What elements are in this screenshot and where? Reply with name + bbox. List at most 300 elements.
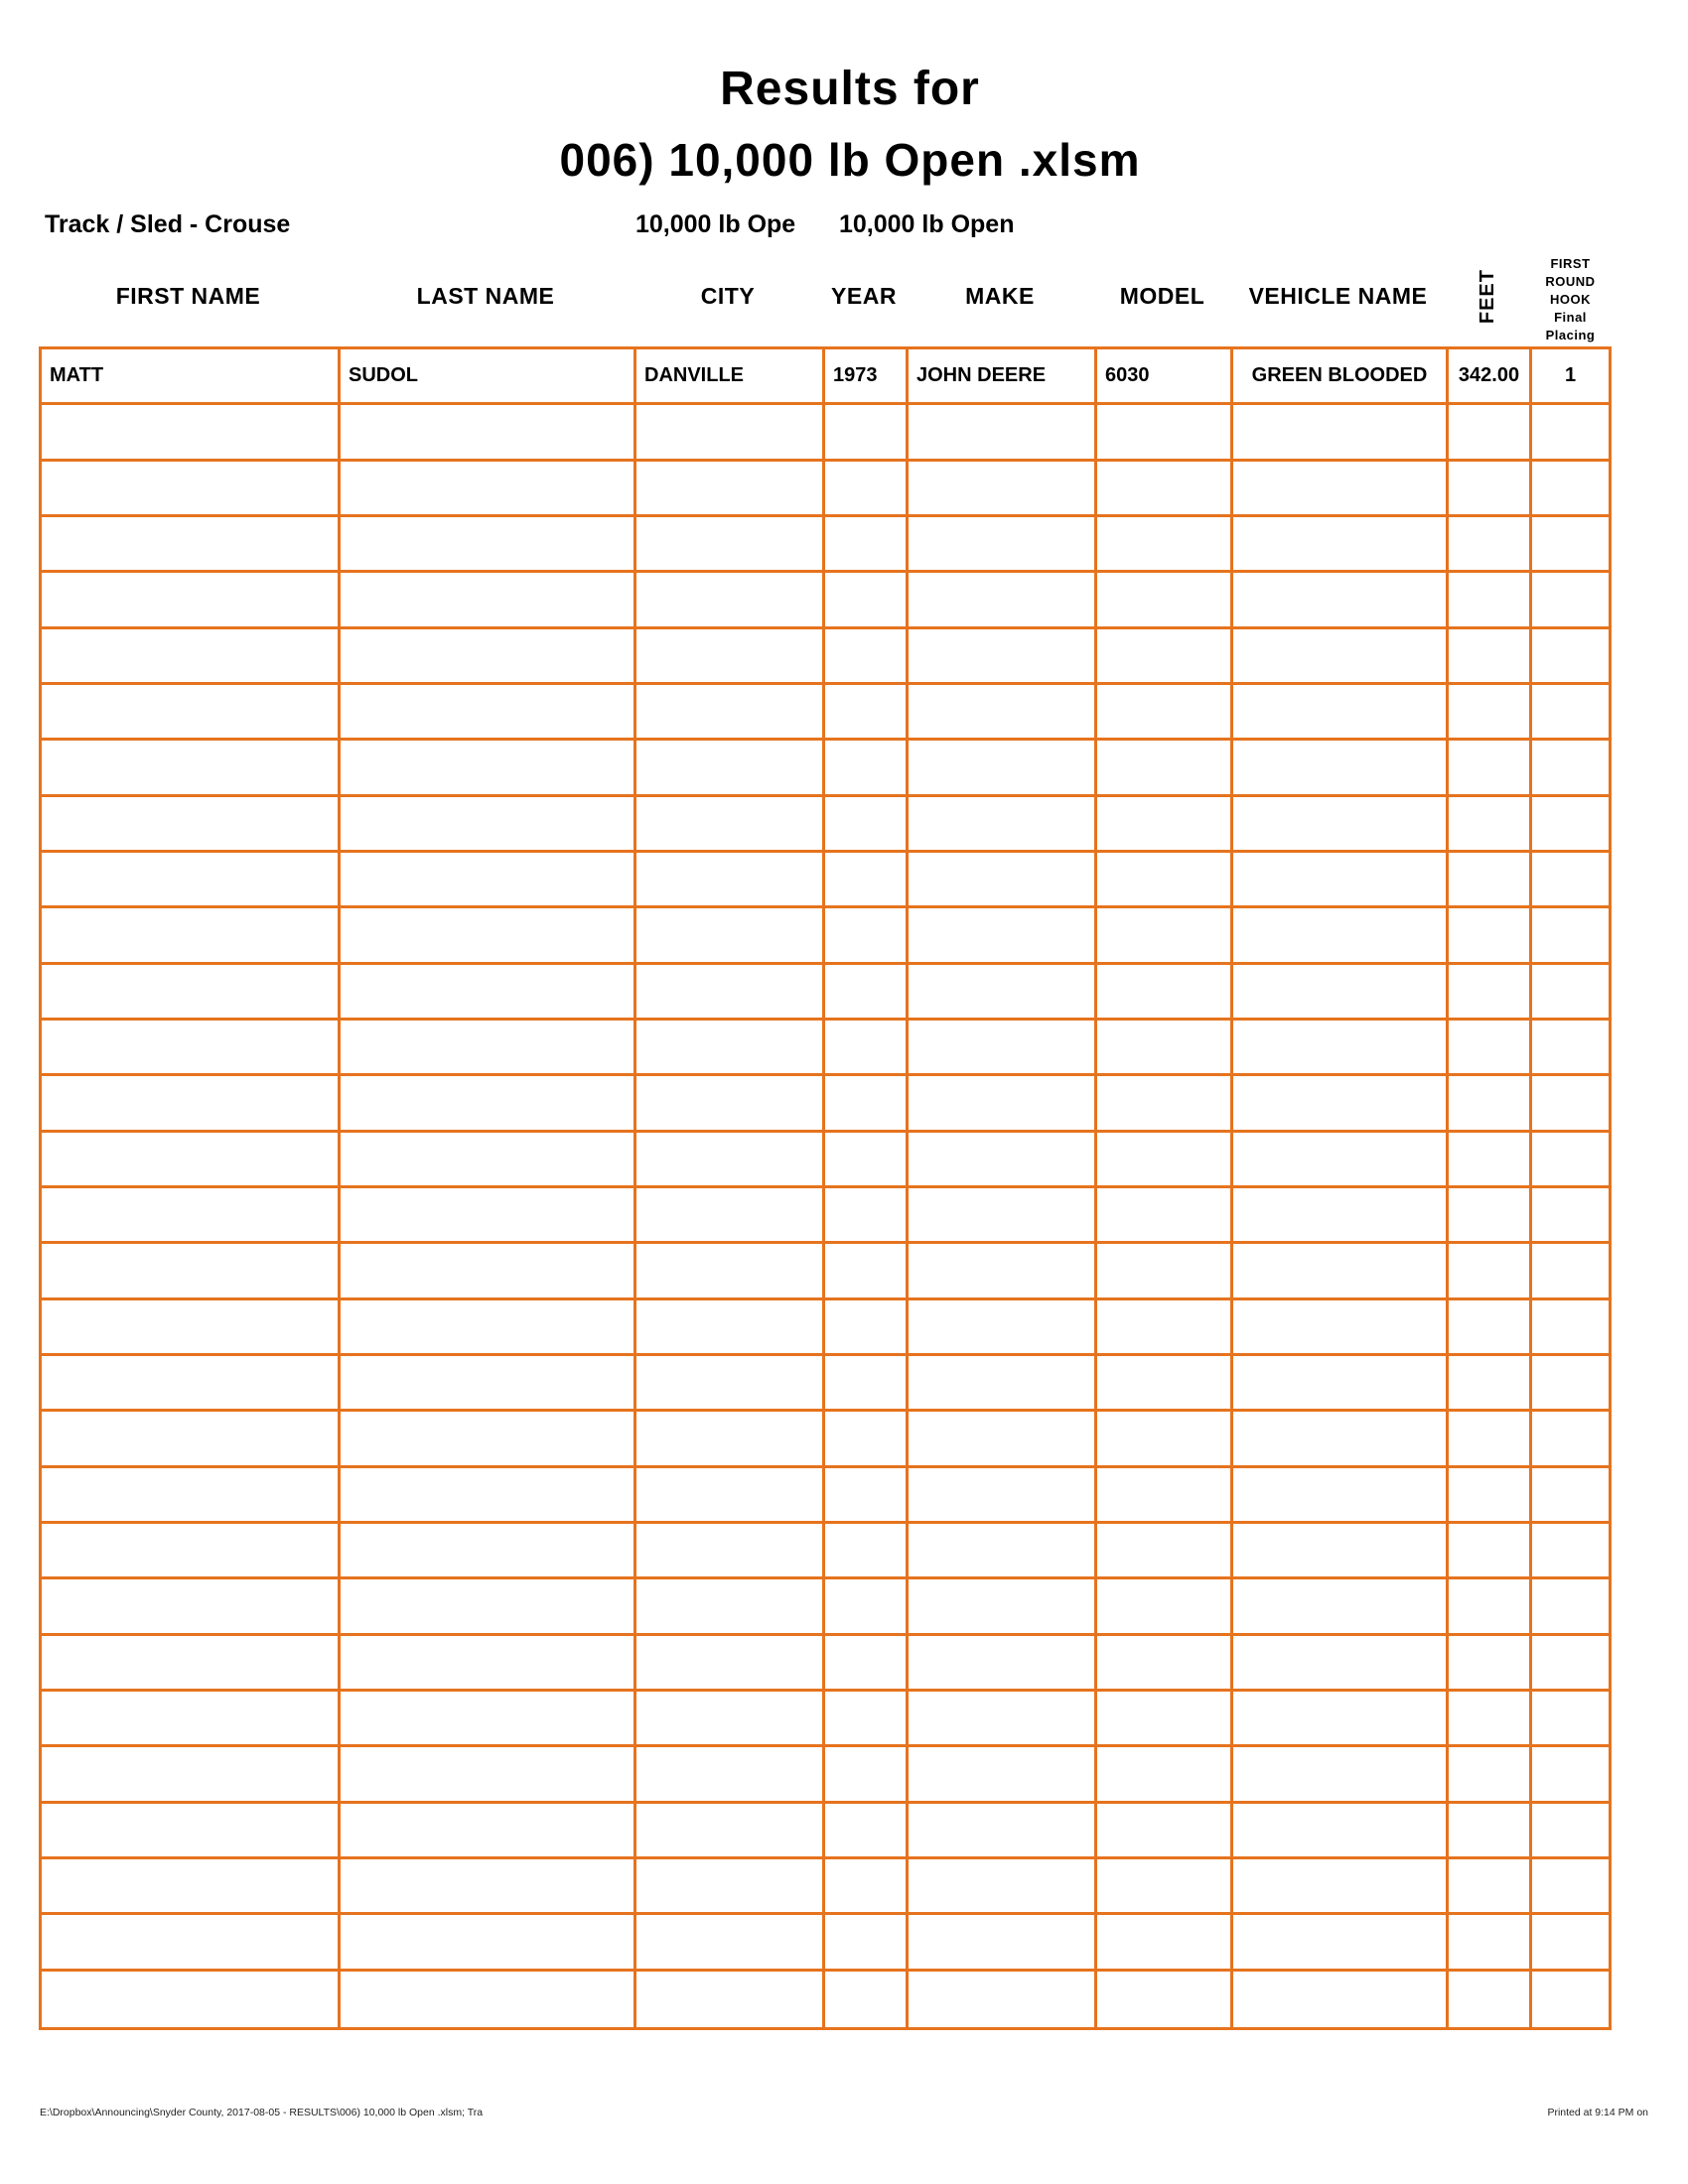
table-cell-empty (1449, 965, 1532, 1018)
table-cell-empty (825, 1412, 909, 1464)
table-cell-empty (636, 1356, 825, 1409)
table-cell-empty (636, 1188, 825, 1241)
table-cell-empty (636, 573, 825, 625)
table-cell-empty (636, 462, 825, 514)
table-cell-empty (825, 629, 909, 682)
table-row-empty (42, 1076, 1609, 1132)
table-cell-empty (1532, 1915, 1609, 1968)
table-cell-empty (1532, 1972, 1609, 2027)
track-sled-label: Track / Sled - Crouse (45, 210, 291, 238)
table-cell-empty (1097, 853, 1233, 905)
class-name: 10,000 lb Open (839, 210, 1015, 238)
table-cell-empty (909, 1300, 1097, 1353)
column-header-year: YEAR (831, 283, 897, 309)
table-cell-empty (1449, 1579, 1532, 1632)
table-row-empty (42, 1972, 1609, 2027)
table-cell-empty (1449, 1524, 1532, 1576)
table-cell-empty (909, 965, 1097, 1018)
table-cell-empty (1097, 462, 1233, 514)
column-header-city: CITY (700, 283, 756, 309)
table-cell-empty (1449, 1188, 1532, 1241)
table-cell-empty (1532, 1692, 1609, 1744)
table-cell-empty (1097, 1747, 1233, 1800)
table-cell-empty (341, 1188, 636, 1241)
table-cell-empty (1233, 1412, 1449, 1464)
table-cell-empty (42, 1524, 341, 1576)
table-cell-empty (1449, 1468, 1532, 1521)
table-cell-empty (909, 797, 1097, 850)
table-row-empty (42, 1692, 1609, 1747)
table-cell-empty (42, 1747, 341, 1800)
table-cell-empty (1233, 1021, 1449, 1073)
table-cell-empty (909, 685, 1097, 738)
table-cell-empty (909, 517, 1097, 570)
table-cell-empty (42, 1468, 341, 1521)
table-cell-empty (1449, 1636, 1532, 1689)
table-cell-empty (1532, 1579, 1609, 1632)
table-row-empty (42, 405, 1609, 461)
table-cell-empty (1233, 1579, 1449, 1632)
table-row-empty (42, 1524, 1609, 1579)
table-cell-empty (1532, 573, 1609, 625)
table-cell-empty (1233, 629, 1449, 682)
table-row-empty (42, 1579, 1609, 1635)
table-cell-empty (42, 462, 341, 514)
table-cell-empty (42, 1356, 341, 1409)
table-row-empty (42, 1468, 1609, 1524)
table-cell-empty (1233, 1524, 1449, 1576)
table-cell-empty (1097, 1300, 1233, 1353)
table-cell-empty (636, 629, 825, 682)
cell-vehicle-name: GREEN BLOODED (1233, 349, 1449, 402)
table-cell-empty (909, 1133, 1097, 1185)
table-cell-empty (825, 1133, 909, 1185)
table-cell-empty (42, 1636, 341, 1689)
table-cell-empty (1449, 462, 1532, 514)
table-cell-empty (636, 1915, 825, 1968)
results-table (39, 346, 1612, 2030)
table-cell-empty (909, 853, 1097, 905)
table-cell-empty (1449, 405, 1532, 458)
table-cell-empty (1233, 965, 1449, 1018)
table-cell-empty (1233, 853, 1449, 905)
table-cell-empty (42, 908, 341, 961)
table-cell-empty (1449, 1244, 1532, 1297)
table-cell-empty (1233, 908, 1449, 961)
table-cell-empty (42, 517, 341, 570)
table-cell-empty (1532, 1747, 1609, 1800)
table-cell-empty (42, 965, 341, 1018)
table-cell-empty (1532, 517, 1609, 570)
table-cell-empty (1097, 908, 1233, 961)
table-cell-empty (636, 1468, 825, 1521)
table-cell-empty (341, 1972, 636, 2027)
table-cell-empty (636, 908, 825, 961)
table-cell-empty (341, 1244, 636, 1297)
table-cell-empty (1449, 1972, 1532, 2027)
table-cell-empty (825, 1579, 909, 1632)
table-cell-empty (1233, 1300, 1449, 1353)
table-cell-empty (1449, 797, 1532, 850)
table-row-empty (42, 1412, 1609, 1467)
table-cell-empty (42, 1915, 341, 1968)
table-cell-empty (1097, 1188, 1233, 1241)
table-cell-empty (1097, 797, 1233, 850)
table-cell-empty (909, 1692, 1097, 1744)
table-cell-empty (42, 797, 341, 850)
table-cell-empty (42, 1412, 341, 1464)
table-cell-empty (42, 1579, 341, 1632)
table-cell-empty (909, 1412, 1097, 1464)
table-cell-empty (1233, 741, 1449, 793)
table-cell-empty (1097, 1076, 1233, 1129)
table-cell-empty (825, 1915, 909, 1968)
table-cell-empty (1233, 517, 1449, 570)
table-cell-empty (636, 1636, 825, 1689)
table-cell-empty (825, 685, 909, 738)
column-header-model: MODEL (1119, 283, 1205, 309)
table-cell-empty (1233, 1915, 1449, 1968)
class-name-truncated: 10,000 lb Ope (635, 210, 796, 238)
table-cell-empty (1449, 741, 1532, 793)
table-cell-empty (636, 1076, 825, 1129)
table-cell-empty (42, 1804, 341, 1856)
table-cell-empty (1449, 853, 1532, 905)
table-cell-empty (341, 1300, 636, 1353)
table-cell-empty (42, 1021, 341, 1073)
table-cell-empty (1233, 405, 1449, 458)
table-cell-empty (1097, 1972, 1233, 2027)
table-cell-empty (341, 1804, 636, 1856)
table-cell-empty (42, 853, 341, 905)
table-cell-empty (1532, 1244, 1609, 1297)
table-cell-empty (636, 1133, 825, 1185)
table-cell-empty (1233, 1244, 1449, 1297)
table-cell-empty (909, 1972, 1097, 2027)
table-cell-empty (636, 1579, 825, 1632)
table-cell-empty (825, 741, 909, 793)
table-cell-empty (909, 1076, 1097, 1129)
column-header-make: MAKE (965, 283, 1035, 309)
table-cell-empty (1532, 462, 1609, 514)
table-cell-empty (1233, 1972, 1449, 2027)
table-cell-empty (1097, 965, 1233, 1018)
table-cell-empty (341, 1915, 636, 1968)
table-cell-empty (1532, 1300, 1609, 1353)
cell-city: DANVILLE (636, 349, 825, 402)
table-cell-empty (909, 573, 1097, 625)
table-cell-empty (1097, 685, 1233, 738)
table-cell-empty (1532, 908, 1609, 961)
table-cell-empty (909, 1859, 1097, 1912)
table-row-empty (42, 1188, 1609, 1244)
table-cell-empty (1532, 1356, 1609, 1409)
table-cell-empty (1449, 629, 1532, 682)
table-cell-empty (1532, 1076, 1609, 1129)
table-cell-empty (341, 1133, 636, 1185)
table-row-empty (42, 1133, 1609, 1188)
table-row-empty (42, 1859, 1609, 1915)
table-cell-empty (825, 965, 909, 1018)
table-cell-empty (341, 797, 636, 850)
page-title: Results for (720, 63, 980, 115)
table-row-empty (42, 573, 1609, 628)
table-cell-empty (636, 741, 825, 793)
table-cell-empty (341, 629, 636, 682)
class-name-cells (635, 210, 1014, 239)
table-cell-empty (636, 1021, 825, 1073)
table-cell-empty (42, 1859, 341, 1912)
table-cell-empty (825, 1468, 909, 1521)
table-cell-empty (909, 1747, 1097, 1800)
table-cell-empty (42, 573, 341, 625)
table-cell-empty (42, 1133, 341, 1185)
table-cell-empty (909, 741, 1097, 793)
table-cell-empty (825, 1636, 909, 1689)
table-cell-empty (1097, 1412, 1233, 1464)
table-cell-empty (1532, 1468, 1609, 1521)
table-cell-empty (825, 517, 909, 570)
table-cell-empty (825, 853, 909, 905)
table-cell-empty (1532, 1133, 1609, 1185)
table-row-empty (42, 1021, 1609, 1076)
table-cell-empty (1097, 741, 1233, 793)
table-cell-empty (341, 1076, 636, 1129)
table-cell-empty (1233, 1804, 1449, 1856)
table-cell-empty (1097, 1692, 1233, 1744)
table-cell-empty (1532, 629, 1609, 682)
table-cell-empty (1532, 1636, 1609, 1689)
column-header-last-name: LAST NAME (416, 283, 555, 309)
table-cell-empty (909, 1579, 1097, 1632)
table-row-empty (42, 517, 1609, 573)
table-cell-empty (1233, 1747, 1449, 1800)
cell-last-name: SUDOL (341, 349, 636, 402)
table-cell-empty (825, 1524, 909, 1576)
table-cell-empty (825, 1972, 909, 2027)
table-cell-empty (1233, 1468, 1449, 1521)
table-cell-empty (1532, 797, 1609, 850)
table-cell-empty (1097, 1804, 1233, 1856)
table-cell-empty (909, 629, 1097, 682)
table-cell-empty (636, 1300, 825, 1353)
table-cell-empty (341, 1747, 636, 1800)
table-cell-empty (1449, 573, 1532, 625)
table-cell-empty (825, 573, 909, 625)
table-cell-empty (1532, 1412, 1609, 1464)
table-row-empty (42, 462, 1609, 517)
table-cell-empty (42, 1076, 341, 1129)
table-cell-empty (1097, 1468, 1233, 1521)
table-cell-empty (341, 1412, 636, 1464)
table-cell-empty (341, 517, 636, 570)
table-cell-empty (1449, 1356, 1532, 1409)
table-cell-empty (1532, 1804, 1609, 1856)
table-cell-empty (636, 517, 825, 570)
table-row-empty (42, 1636, 1609, 1692)
column-header-first-round-hook (1529, 246, 1612, 346)
table-cell-empty (636, 1412, 825, 1464)
table-cell-empty (1449, 1692, 1532, 1744)
table-cell-empty (636, 1972, 825, 2027)
table-cell-empty (825, 1188, 909, 1241)
table-cell-empty (909, 1524, 1097, 1576)
table-cell-empty (825, 1076, 909, 1129)
table-cell-empty (825, 908, 909, 961)
column-header-vehicle-name: VEHICLE NAME (1248, 283, 1428, 309)
table-cell-empty (341, 405, 636, 458)
table-cell-empty (909, 1636, 1097, 1689)
table-cell-empty (825, 405, 909, 458)
table-cell-empty (1233, 573, 1449, 625)
table-cell-empty (825, 1244, 909, 1297)
table-row-empty (42, 1244, 1609, 1299)
table-cell-empty (825, 1356, 909, 1409)
table-cell-empty (341, 1468, 636, 1521)
table-cell-empty (909, 908, 1097, 961)
table-cell-empty (1097, 1021, 1233, 1073)
stack-line-first: FIRST (1550, 256, 1591, 271)
table-cell-empty (1449, 908, 1532, 961)
table-row-empty (42, 1356, 1609, 1412)
table-row-empty (42, 1804, 1609, 1859)
table-cell-empty (636, 797, 825, 850)
cell-year: 1973 (825, 349, 909, 402)
table-cell-empty (1532, 1188, 1609, 1241)
stack-line-round: ROUND (1545, 274, 1596, 289)
cell-model: 6030 (1097, 349, 1233, 402)
table-cell-empty (909, 1804, 1097, 1856)
table-cell-empty (1532, 1021, 1609, 1073)
table-cell-empty (1097, 1636, 1233, 1689)
table-cell-empty (636, 965, 825, 1018)
table-cell-empty (825, 1859, 909, 1912)
table-cell-empty (636, 1692, 825, 1744)
table-cell-empty (1449, 1133, 1532, 1185)
table-cell-empty (825, 1804, 909, 1856)
table-cell-empty (636, 1747, 825, 1800)
stack-line-placing: Placing (1545, 328, 1596, 342)
table-cell-empty (909, 1356, 1097, 1409)
table-cell-empty (1532, 1524, 1609, 1576)
table-cell-empty (1233, 1859, 1449, 1912)
table-cell-empty (909, 462, 1097, 514)
table-cell-empty (1097, 573, 1233, 625)
table-cell-empty (1449, 1412, 1532, 1464)
table-cell-empty (909, 1188, 1097, 1241)
table-cell-empty (1097, 1859, 1233, 1912)
table-cell-empty (636, 405, 825, 458)
page-subtitle: 006) 10,000 lb Open .xlsm (559, 134, 1141, 186)
table-row-empty (42, 853, 1609, 908)
table-cell-empty (909, 405, 1097, 458)
table-cell-empty (42, 1972, 341, 2027)
table-cell-empty (825, 462, 909, 514)
table-cell-empty (42, 1300, 341, 1353)
stack-line-hook: HOOK (1550, 292, 1591, 307)
cell-first-name: MATT (42, 349, 341, 402)
table-row-empty (42, 685, 1609, 741)
table-cell-empty (1233, 1356, 1449, 1409)
table-cell-empty (42, 685, 341, 738)
table-row-empty (42, 741, 1609, 796)
table-cell-empty (341, 462, 636, 514)
table-cell-empty (1233, 1133, 1449, 1185)
table-header-row (39, 246, 1612, 346)
table-cell-empty (1097, 1915, 1233, 1968)
subheader (0, 210, 1688, 244)
footer-file-path: E:\Dropbox\Announcing\Snyder County, 2017-08-05 - RESULTS\006) 10,000 lb Open .xlsm; Tra (40, 2107, 484, 2118)
table-cell-empty (1532, 685, 1609, 738)
cell-placing: 1 (1564, 364, 1577, 387)
table-cell-empty (1532, 405, 1609, 458)
table-cell-empty (42, 405, 341, 458)
table-cell-empty (42, 1188, 341, 1241)
table-cell-empty (825, 1747, 909, 1800)
table-cell-empty (909, 1244, 1097, 1297)
table-cell-empty (42, 629, 341, 682)
cell-make: JOHN DEERE (909, 349, 1097, 402)
table-cell-empty (341, 1692, 636, 1744)
table-row-empty (42, 629, 1609, 685)
table-cell-empty (909, 1021, 1097, 1073)
table-cell-empty (341, 965, 636, 1018)
cell-feet: 342.00 (1449, 349, 1532, 402)
table-cell-empty (341, 853, 636, 905)
table-cell-empty (1532, 741, 1609, 793)
table-cell-empty (1449, 1076, 1532, 1129)
table-cell-empty (341, 1859, 636, 1912)
table-cell-empty (1449, 1021, 1532, 1073)
table-row-empty (42, 908, 1609, 964)
table-cell-empty (1233, 1692, 1449, 1744)
table-cell-empty (1449, 1300, 1532, 1353)
table-cell-empty (1532, 1859, 1609, 1912)
table-cell-empty (42, 1244, 341, 1297)
table-cell-empty (1233, 1636, 1449, 1689)
feet-rotated-label: FEET (1476, 268, 1498, 325)
table-cell-empty (825, 1021, 909, 1073)
table-cell-empty (1449, 1915, 1532, 1968)
table-cell-empty (1233, 462, 1449, 514)
table-cell-empty (636, 1524, 825, 1576)
table-cell-empty (909, 1915, 1097, 1968)
table-cell-empty (341, 908, 636, 961)
table-cell-empty (341, 685, 636, 738)
table-cell-empty (636, 853, 825, 905)
table-cell-empty (341, 1579, 636, 1632)
footer-printed-at: Printed at 9:14 PM on (1547, 2107, 1648, 2118)
table-cell-empty (636, 1244, 825, 1297)
table-cell-empty (1449, 1804, 1532, 1856)
table-row-empty (42, 965, 1609, 1021)
table-cell-empty (825, 1300, 909, 1353)
stack-line-final: Final (1554, 310, 1587, 325)
table-row-empty (42, 1747, 1609, 1803)
table-cell-empty (1233, 1188, 1449, 1241)
table-cell-empty (1097, 1356, 1233, 1409)
table-cell-empty (1097, 1244, 1233, 1297)
table-cell-empty (1097, 629, 1233, 682)
table-cell-empty (341, 741, 636, 793)
table-cell-empty (1449, 1747, 1532, 1800)
table-cell-empty (1097, 405, 1233, 458)
table-cell-empty (825, 797, 909, 850)
table-cell-empty (909, 1468, 1097, 1521)
table-cell-empty (1233, 685, 1449, 738)
column-header-first-name: FIRST NAME (115, 283, 261, 309)
table-row-empty (42, 797, 1609, 853)
